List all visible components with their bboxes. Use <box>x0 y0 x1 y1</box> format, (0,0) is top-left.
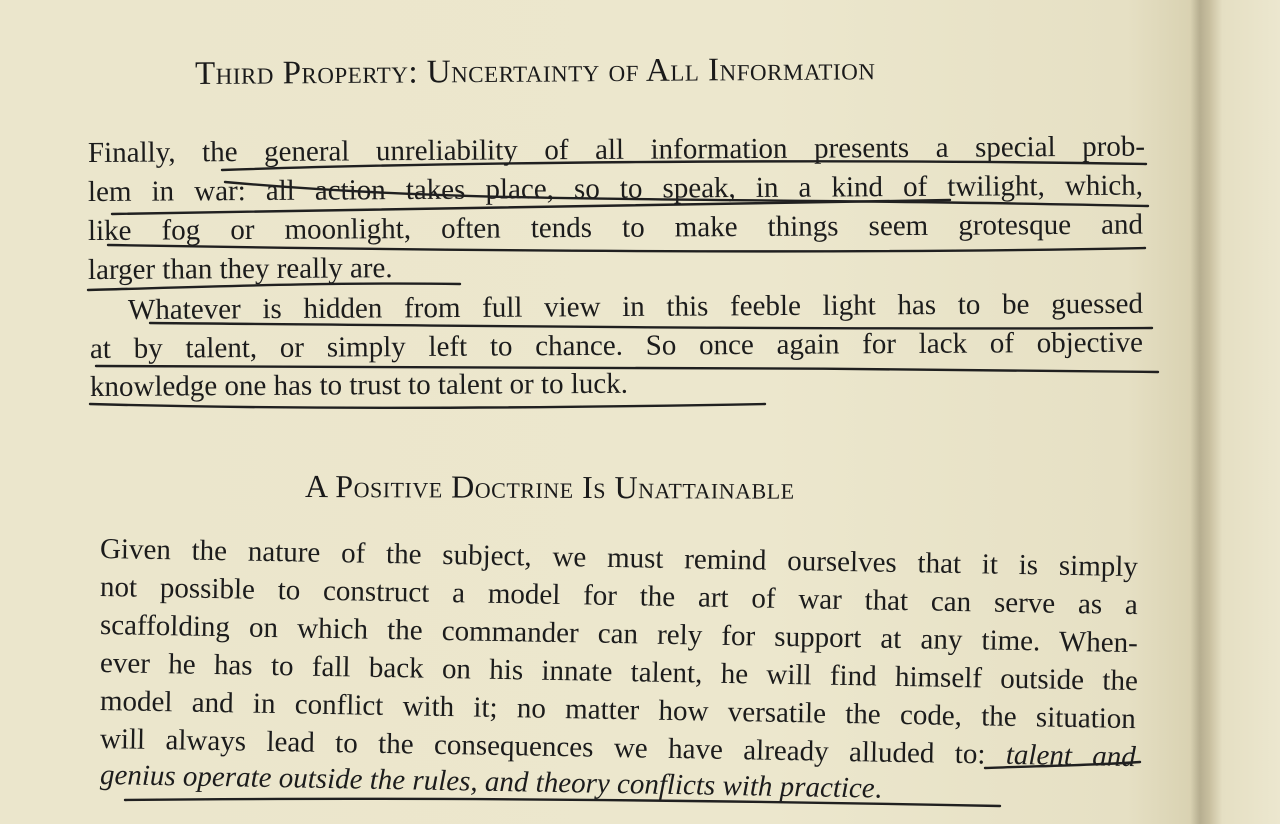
text-run: . <box>874 772 883 805</box>
text-run: will always lead to the consequences we have already alluded to: <box>99 723 1007 771</box>
section-heading-uncertainty: Third Property: Uncertainty of All Information <box>194 51 876 92</box>
text-line: Whatever is hidden from full view in this feeble light has to be guessed <box>127 287 1144 326</box>
italic-run: genius operate outside the rules, and theory conflicts with practice <box>99 759 875 805</box>
text-line: scaffolding on which the commander can rely for support at any time. When- <box>99 609 1139 660</box>
text-line: knowledge one has to trust to talent or to luck. <box>89 367 629 403</box>
text-line: model and in conflict with it; no matter how versatile the code, the situation <box>99 685 1137 736</box>
text-line: lem in war: all action takes place, so to speak, in a kind of twilight, which, <box>87 169 1144 208</box>
underline-stroke <box>90 404 765 408</box>
text-line: not possible to construct a model for the art of war that can serve as a <box>99 571 1139 622</box>
italic-run: talent and <box>1005 738 1137 774</box>
section-heading-positive-doctrine: A Positive Doctrine Is Unattainable <box>304 468 795 506</box>
text-line: Given the nature of the subject, we must remind ourselves that it is simply <box>99 533 1139 584</box>
text-line: like fog or moonlight, often tends to make things seem grotesque and <box>87 208 1144 247</box>
page-gutter <box>1190 0 1210 824</box>
text-line: larger than they really are. <box>87 252 393 286</box>
text-line: ever he has to fall back on his innate talent, he will find himself outside the <box>99 647 1139 698</box>
text-line: at by talent, or simply left to chance. So once again for lack of objective <box>89 326 1144 365</box>
text-line: Finally, the general unreliability of all information presents a special prob- <box>87 130 1146 169</box>
